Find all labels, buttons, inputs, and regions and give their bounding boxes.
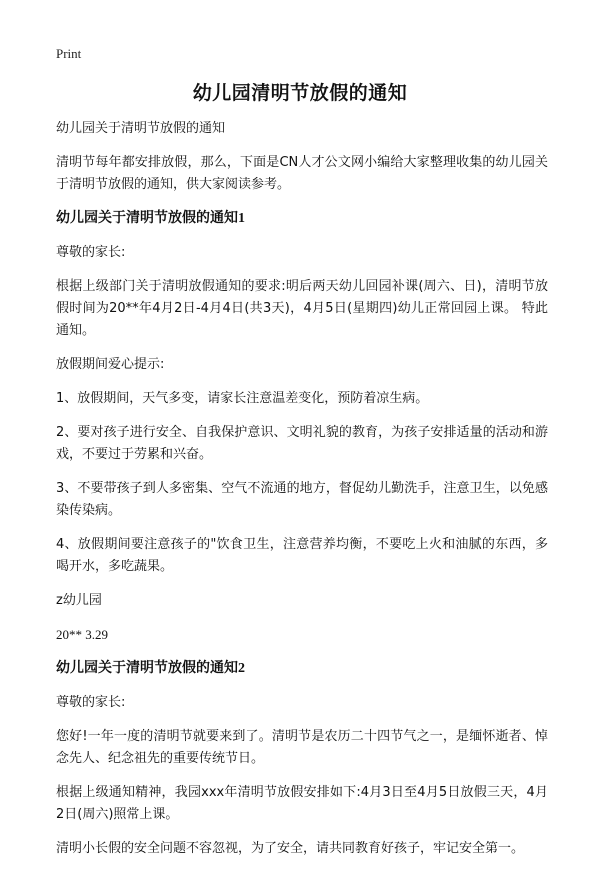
page-title: 幼儿园清明节放假的通知 — [192, 82, 408, 104]
notice1-tip: 2、要对孩子进行安全、自我保护意识、文明礼貌的教育，为孩子安排适量的活动和游戏，不要过于劳累和兴奋。 — [56, 425, 548, 462]
intro-paragraph: 清明节每年都安排放假，那么，下面是CN人才公文网小编给大家整理收集的幼儿园关于清明节放假的通知，供大家阅读参考。 — [56, 155, 548, 192]
document-body — [56, 118, 548, 872]
notice2-heading: 幼儿园关于清明节放假的通知2 — [56, 661, 245, 676]
notice2-paragraph: 您好!一年一度的清明节就要来到了。清明节是农历二十四节气之一，是缅怀逝者、悼念先人、纪念祖先的重要传统节日。 — [56, 729, 548, 766]
notice1-tip: 4、放假期间要注意孩子的"饮食卫生，注意营养均衡，不要吃上火和油腻的东西，多喝开水，多吃蔬果。 — [56, 537, 548, 574]
print-link[interactable]: Print — [56, 46, 82, 61]
notice1-body: 根据上级部门关于清明放假通知的要求:明后两天幼儿回园补课(周六、日)，清明节放假时间为20**年4月2日-4月4日(共3天)，4月5日(星期四)幼儿正常回园上课。 特此通知。 — [56, 279, 548, 338]
document-subtitle: 幼儿园关于清明节放假的通知 — [56, 121, 226, 136]
notice1-tip: 3、不要带孩子到人多密集、空气不流通的地方，督促幼儿勤洗手，注意卫生，以免感染传染病。 — [56, 481, 548, 518]
notice1-tips-title: 放假期间爱心提示: — [56, 357, 165, 372]
notice2-greeting: 尊敬的家长: — [56, 695, 126, 710]
notice2-paragraph: 清明小长假的安全问题不容忽视，为了安全，请共同教育好孩子，牢记安全第一。 — [56, 841, 525, 856]
notice1-signature: z幼儿园 — [56, 593, 102, 608]
notice2-paragraph: 根据上级通知精神，我园xxx年清明节放假安排如下:4月3日至4月5日放假三天，4月2日(周六)照常上课。 — [56, 785, 548, 822]
notice1-tip: 1、放假期间，天气多变，请家长注意温差变化，预防着凉生病。 — [56, 391, 429, 406]
notice1-date: 20** 3.29 — [56, 627, 108, 642]
notice1-heading: 幼儿园关于清明节放假的通知1 — [56, 211, 245, 226]
notice1-greeting: 尊敬的家长: — [56, 245, 126, 260]
